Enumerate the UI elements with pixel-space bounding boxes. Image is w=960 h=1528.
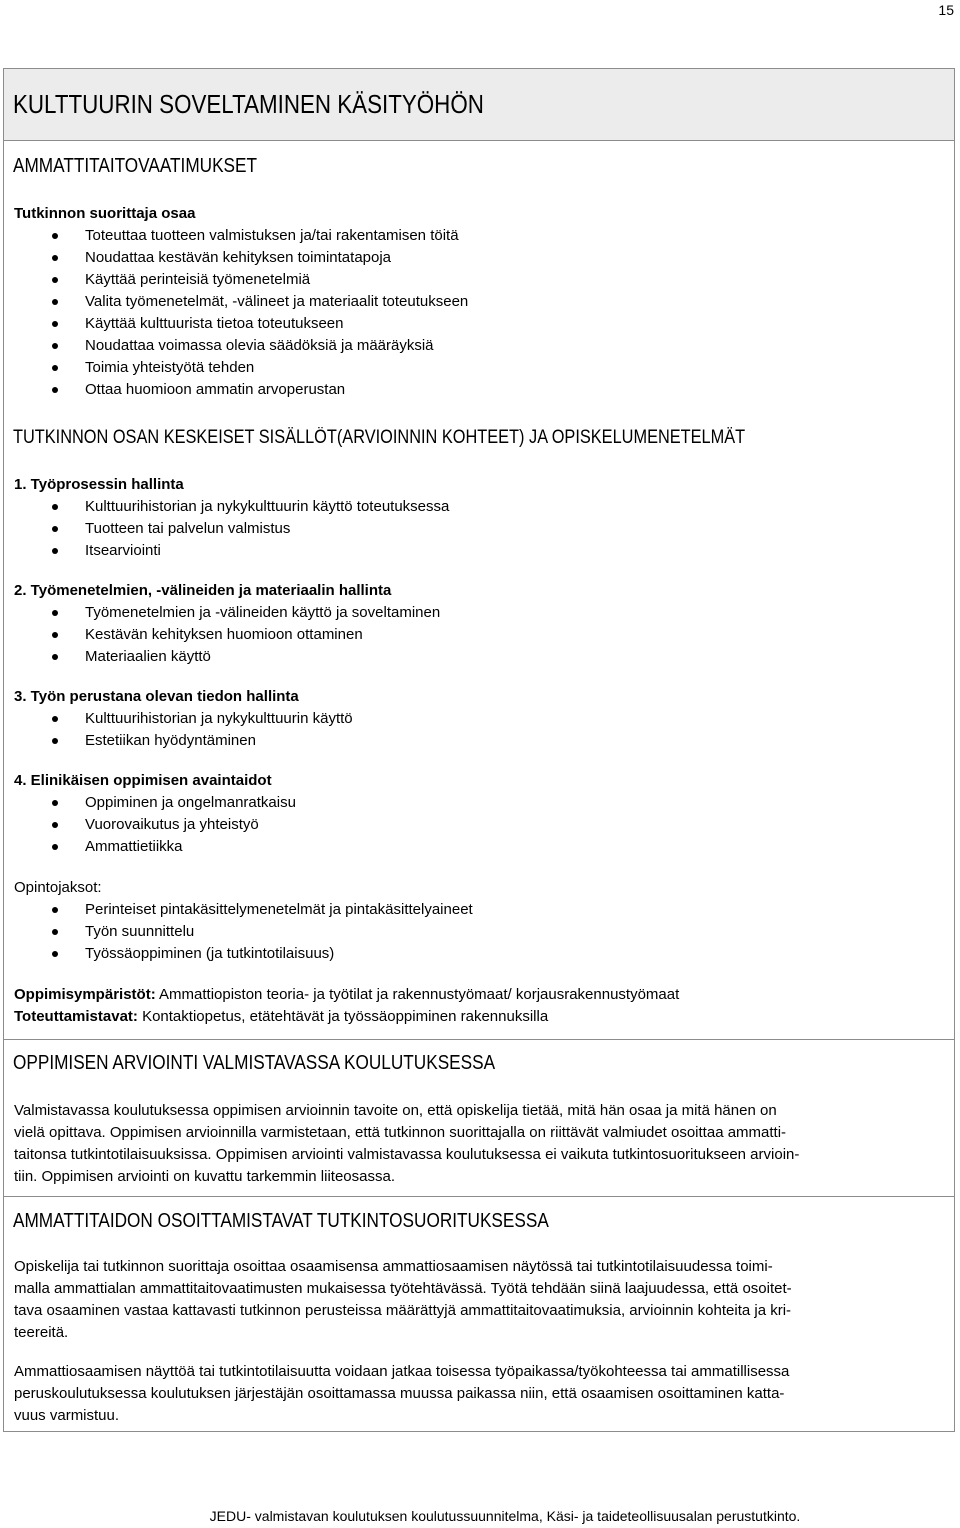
content-section-1 bbox=[14, 474, 934, 562]
list-item-text: Käyttää kulttuurista tietoa toteutukseen bbox=[85, 315, 344, 332]
list-item bbox=[14, 814, 934, 836]
assessment-heading: OPPIMISEN ARVIOINTI VALMISTAVASSA KOULUTUKSESSA bbox=[13, 1052, 496, 1074]
list-item-text: Toteuttaa tuotteen valmistuksen ja/tai rakentamisen töitä bbox=[85, 227, 459, 244]
list-item bbox=[14, 899, 934, 921]
list-item-text: Työmenetelmien ja -välineiden käyttö ja soveltaminen bbox=[85, 604, 441, 621]
opintojaksot-block bbox=[14, 877, 934, 965]
section-title: 4. Elinikäisen oppimisen avaintaidot bbox=[14, 772, 272, 789]
list-item-text: Kulttuurihistorian ja nykykulttuurin käyttö bbox=[85, 710, 353, 727]
bullet-icon bbox=[52, 365, 58, 371]
page-number: 15 bbox=[938, 2, 954, 18]
section-title: 1. Työprosessin hallinta bbox=[14, 476, 184, 493]
bullet-icon bbox=[52, 277, 58, 283]
bullet-icon bbox=[52, 907, 58, 913]
list-item-text: Tuotteen tai palvelun valmistus bbox=[85, 520, 291, 537]
page-footer: JEDU- valmistavan koulutuksen koulutussuunnitelma, Käsi- ja taideteollisuusalan perustutkinto. bbox=[209, 1508, 801, 1524]
list-item bbox=[14, 313, 934, 335]
requirements-block bbox=[14, 203, 934, 401]
bullet-icon bbox=[52, 654, 58, 660]
section-list bbox=[14, 792, 934, 858]
list-item-text: Noudattaa kestävän kehityksen toimintatapoja bbox=[85, 249, 392, 266]
document-frame bbox=[3, 68, 955, 1432]
list-item bbox=[14, 730, 934, 752]
bullet-icon bbox=[52, 343, 58, 349]
bullet-icon bbox=[52, 504, 58, 510]
list-item-text: Kestävän kehityksen huomioon ottaminen bbox=[85, 626, 363, 643]
section-title: 2. Työmenetelmien, -välineiden ja materiaalin hallinta bbox=[14, 582, 392, 599]
list-item bbox=[14, 291, 934, 313]
requirements-heading: AMMATTITAITOVAATIMUKSET bbox=[13, 155, 257, 177]
demonstration-paragraph-1: Opiskelija tai tutkinnon suorittaja osoittaa osaamisensa ammattiosaamisen näytössä tai tutkintotilaisuudessa toimi- malla ammattialan ammattitaitovaatimusten mukaisessa työtehtävässä. Työtä tehdään siinä laajuudessa, että osoitet- tava osaaminen vastaa kattavasti tutkinnon perusteissa määrättyjä ammattitaitovaatimuksia, arvioinnin kohteita ja kri- teereitä. bbox=[14, 1258, 792, 1341]
section-list bbox=[14, 708, 934, 752]
bullet-icon bbox=[52, 822, 58, 828]
content-section-3 bbox=[14, 686, 934, 752]
environment-label: Oppimisympäristöt: bbox=[14, 986, 156, 1003]
list-item-text: Materiaalien käyttö bbox=[85, 648, 211, 665]
list-item bbox=[14, 379, 934, 401]
list-item bbox=[14, 247, 934, 269]
list-item-text: Noudattaa voimassa olevia säädöksiä ja määräyksiä bbox=[85, 337, 434, 354]
list-item bbox=[14, 335, 934, 357]
list-item-text: Käyttää perinteisiä työmenetelmiä bbox=[85, 271, 311, 288]
title-band bbox=[4, 69, 954, 141]
list-item bbox=[14, 624, 934, 646]
list-item bbox=[14, 943, 934, 965]
section-divider bbox=[4, 1196, 954, 1197]
section-title: 3. Työn perustana olevan tiedon hallinta bbox=[14, 688, 299, 705]
list-item bbox=[14, 540, 934, 562]
list-item bbox=[14, 921, 934, 943]
list-item bbox=[14, 518, 934, 540]
content-section-4 bbox=[14, 770, 934, 858]
list-item-text: Työssäoppiminen (ja tutkintotilaisuus) bbox=[85, 945, 335, 962]
list-item bbox=[14, 708, 934, 730]
bullet-icon bbox=[52, 233, 58, 239]
bullet-icon bbox=[52, 548, 58, 554]
requirements-list bbox=[14, 225, 934, 401]
list-item bbox=[14, 836, 934, 858]
list-item-text: Työn suunnittelu bbox=[85, 923, 195, 940]
opintojaksot-heading: Opintojaksot: bbox=[14, 879, 102, 896]
content-section-2 bbox=[14, 580, 934, 668]
list-item-text: Ammattietiikka bbox=[85, 838, 183, 855]
list-item bbox=[14, 646, 934, 668]
list-item-text: Vuorovaikutus ja yhteistyö bbox=[85, 816, 259, 833]
list-item bbox=[14, 602, 934, 624]
list-item-text: Toimia yhteistyötä tehden bbox=[85, 359, 255, 376]
section-divider bbox=[4, 1039, 954, 1040]
bullet-icon bbox=[52, 255, 58, 261]
methods-label: Toteuttamistavat: bbox=[14, 1008, 138, 1025]
list-item-text: Ottaa huomioon ammatin arvoperustan bbox=[85, 381, 346, 398]
bullet-icon bbox=[52, 387, 58, 393]
list-item bbox=[14, 792, 934, 814]
assessment-paragraph: Valmistavassa koulutuksessa oppimisen arvioinnin tavoite on, että opiskelija tietää, mitä hän osaa ja mitä hänen on vielä opittava. Oppimisen arvioinnilla varmistetaan, että tutkinnon suorittajalla on riittävät valmiudet osoittaa ammatti- taitonsa tutkintotilaisuuksissa. Oppimisen arviointi valmistavassa koulutuksessa ei vaikuta tutkintosuoritukseen arvioin- tiin. Oppimisen arviointi on kuvattu tarkemmin liiteosassa. bbox=[14, 1102, 800, 1185]
list-item-text: Perinteiset pintakäsittelymenetelmät ja pintakäsittelyaineet bbox=[85, 901, 473, 918]
list-item bbox=[14, 225, 934, 247]
list-item-text: Estetiikan hyödyntäminen bbox=[85, 732, 256, 749]
list-item bbox=[14, 357, 934, 379]
section-list bbox=[14, 496, 934, 562]
list-item-text: Kulttuurihistorian ja nykykulttuurin käyttö toteutuksessa bbox=[85, 498, 450, 515]
environment-text: Ammattiopiston teoria- ja työtilat ja rakennustyömaat/ korjausrakennustyömaat bbox=[155, 986, 680, 1003]
bullet-icon bbox=[52, 800, 58, 806]
bullet-icon bbox=[52, 844, 58, 850]
list-item-text: Itsearviointi bbox=[85, 542, 161, 559]
bullet-icon bbox=[52, 951, 58, 957]
bullet-icon bbox=[52, 632, 58, 638]
page-title: KULTTUURIN SOVELTAMINEN KÄSITYÖHÖN bbox=[13, 89, 484, 119]
bullet-icon bbox=[52, 738, 58, 744]
bullet-icon bbox=[52, 526, 58, 532]
list-item-text: Oppiminen ja ongelmanratkaisu bbox=[85, 794, 296, 811]
bullet-icon bbox=[52, 610, 58, 616]
opintojaksot-list bbox=[14, 899, 934, 965]
demonstration-paragraph-2: Ammattiosaamisen näyttöä tai tutkintotilaisuutta voidaan jatkaa toisessa työpaikassa/työkohteessa tai ammatillisessa peruskoulutuksessa koulutuksen järjestäjän osoittamassa muussa paikassa niin, että osaamisen osoittaminen katta- vuus varmistuu. bbox=[14, 1363, 790, 1424]
demonstration-heading: AMMATTITAIDON OSOITTAMISTAVAT TUTKINTOSUORITUKSESSA bbox=[13, 1210, 549, 1232]
list-item bbox=[14, 496, 934, 518]
list-item bbox=[14, 269, 934, 291]
bullet-icon bbox=[52, 929, 58, 935]
environment-line bbox=[14, 984, 934, 1028]
section-list bbox=[14, 602, 934, 668]
list-item-text: Valita työmenetelmät, -välineet ja materiaalit toteutukseen bbox=[85, 293, 469, 310]
bullet-icon bbox=[52, 299, 58, 305]
bullet-icon bbox=[52, 321, 58, 327]
methods-text: Kontaktiopetus, etätehtävät ja työssäoppiminen rakennuksilla bbox=[137, 1008, 549, 1025]
content-heading: TUTKINNON OSAN KESKEISET SISÄLLÖT(ARVIOINNIN KOHTEET) JA OPISKELUMENETELMÄT bbox=[13, 427, 746, 448]
bullet-icon bbox=[52, 716, 58, 722]
requirements-intro: Tutkinnon suorittaja osaa bbox=[14, 205, 196, 222]
